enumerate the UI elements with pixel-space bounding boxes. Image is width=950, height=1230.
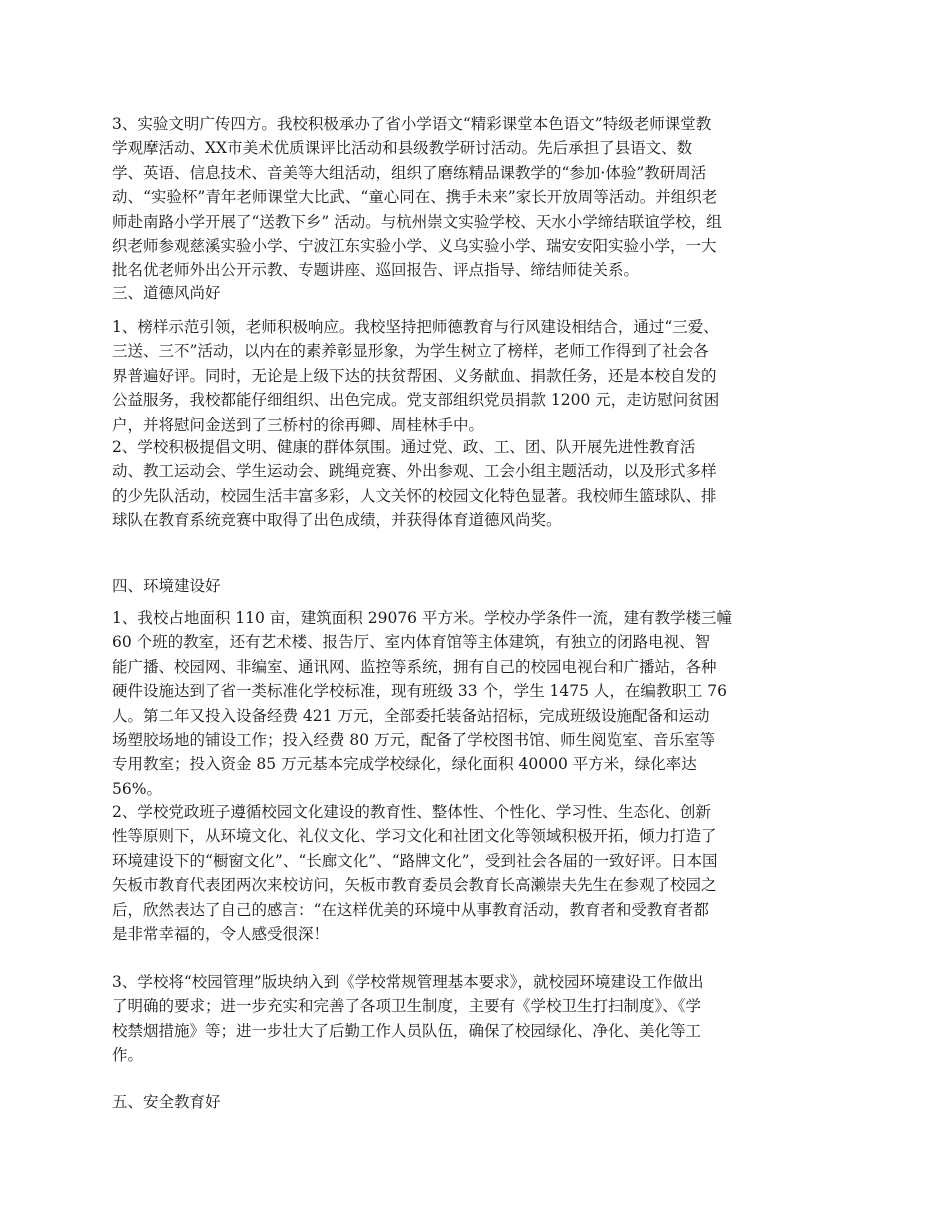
section-heading-environment: 四、环境建设好 bbox=[112, 577, 221, 595]
paragraph-text: 1、我校占地面积 110 亩，建筑面积 29076 平方米。学校办学条件一流，建有教学楼三幢 60 个班的教室，还有艺术楼、报告厅、室内体育馆等主体建筑，有独立的闭路电视、智 能广播、校园网、非编室、通讯网、监控等系统，拥有自己的校园电视台和广播站，各种 硬件设施达到了省一类标准化学校标准，现有班级 33 个，学生 1475 人，在编教职工 76 人。第二年又投入设备经费 421 万元，全部委托装备站招标，完成班级设施配备和运动 场塑胶场地的铺设工作；投入经费 80 万元，配备了学校图书馆、师生阅览室、音乐室等 专用教室；投入资金 85 万元基本完成学校绿化，绿化面积 40000 平方米，绿化率达 56%。 bbox=[112, 609, 732, 798]
paragraph-experimental-civilization bbox=[112, 112, 838, 283]
paragraph-text: 1、榜样示范引领，老师积极响应。我校坚持把师德教育与行风建设相结合，通过“三爱、 三送、三不”活动，以内在的素养彰显形象，为学生树立了榜样，老师工作得到了社会各 界普遍好评。同时，无论是上级下达的扶贫帮困、义务献血、捐款任务，还是本校自发的 公益服务，我校都能仔细组织、出色完成。党支部组织党员捐款 1200 元，走访慰问贫困 户，并将慰问金送到了三桥村的徐再卿、周桂林手中。 bbox=[112, 318, 720, 434]
section-heading-moral: 三、道德风尚好 bbox=[112, 284, 221, 302]
paragraph-civilized-atmosphere bbox=[112, 435, 838, 533]
paragraph-role-model bbox=[112, 315, 838, 437]
paragraph-campus-facilities bbox=[112, 606, 838, 801]
section-heading-safety: 五、安全教育好 bbox=[112, 1093, 221, 1111]
paragraph-campus-management bbox=[112, 970, 838, 1068]
paragraph-text: 2、学校党政班子遵循校园文化建设的教育性、整体性、个性化、学习性、生态化、创新 性等原则下，从环境文化、礼仪文化、学习文化和社团文化等领域积极开拓，倾力打造了 环境建设下的“橱窗文化”、“长廊文化”、“路牌文化”，受到社会各届的一致好评。日本国 矢板市教育代表团两次来校访问，矢板市教育委员会教育长高濑崇夫先生在参观了校园之 后，欣然表达了自己的感言：“在这样优美的环境中从事教育活动，教育者和受教育者都 是非常幸福的，令人感受很深！ bbox=[112, 803, 718, 944]
paragraph-text: 2、学校积极提倡文明、健康的群体氛围。通过党、政、工、团、队开展先进性教育活 动、教工运动会、学生运动会、跳绳竞赛、外出参观、工会小组主题活动，以及形式多样 的少先队活动，校园生活丰富多彩，人文关怀的校园文化特色显著。我校师生篮球队、排 球队在教育系统竞赛中取得了出色成绩，并获得体育道德风尚奖。 bbox=[112, 438, 717, 530]
paragraph-campus-culture bbox=[112, 800, 838, 946]
paragraph-text: 3、学校将“校园管理”版块纳入到《学校常规管理基本要求》，就校园环境建设工作做出 了明确的要求；进一步充实和完善了各项卫生制度，主要有《学校卫生打扫制度》、《学 校禁烟措施》等；进一步壮大了后勤工作人员队伍，确保了校园绿化、净化、美化等工 作。 bbox=[112, 973, 704, 1065]
paragraph-text: 3、实验文明广传四方。我校积极承办了省小学语文“精彩课堂本色语文”特级老师课堂教 学观摩活动、XX市美术优质课评比活动和县级教学研讨活动。先后承担了县语文、数 学、英语、信息技术、音美等大组活动，组织了磨练精品课教学的“参加·体验”教研周活 动、“实验杯”青年老师课堂大比武、“童心同在、携手未来”家长开放周等活动。并组织老 师赴南路小学开展了“送教下乡” 活动。与杭州崇文实验学校、天水小学缔结联谊学校，组 织老师参观慈溪实验小学、宁波江东实验小学、义乌实验小学、瑞安安阳实验小学，一大 批名优老师外出公开示教、专题讲座、巡回报告、评点指导、缔结师徒关系。 bbox=[112, 115, 722, 280]
